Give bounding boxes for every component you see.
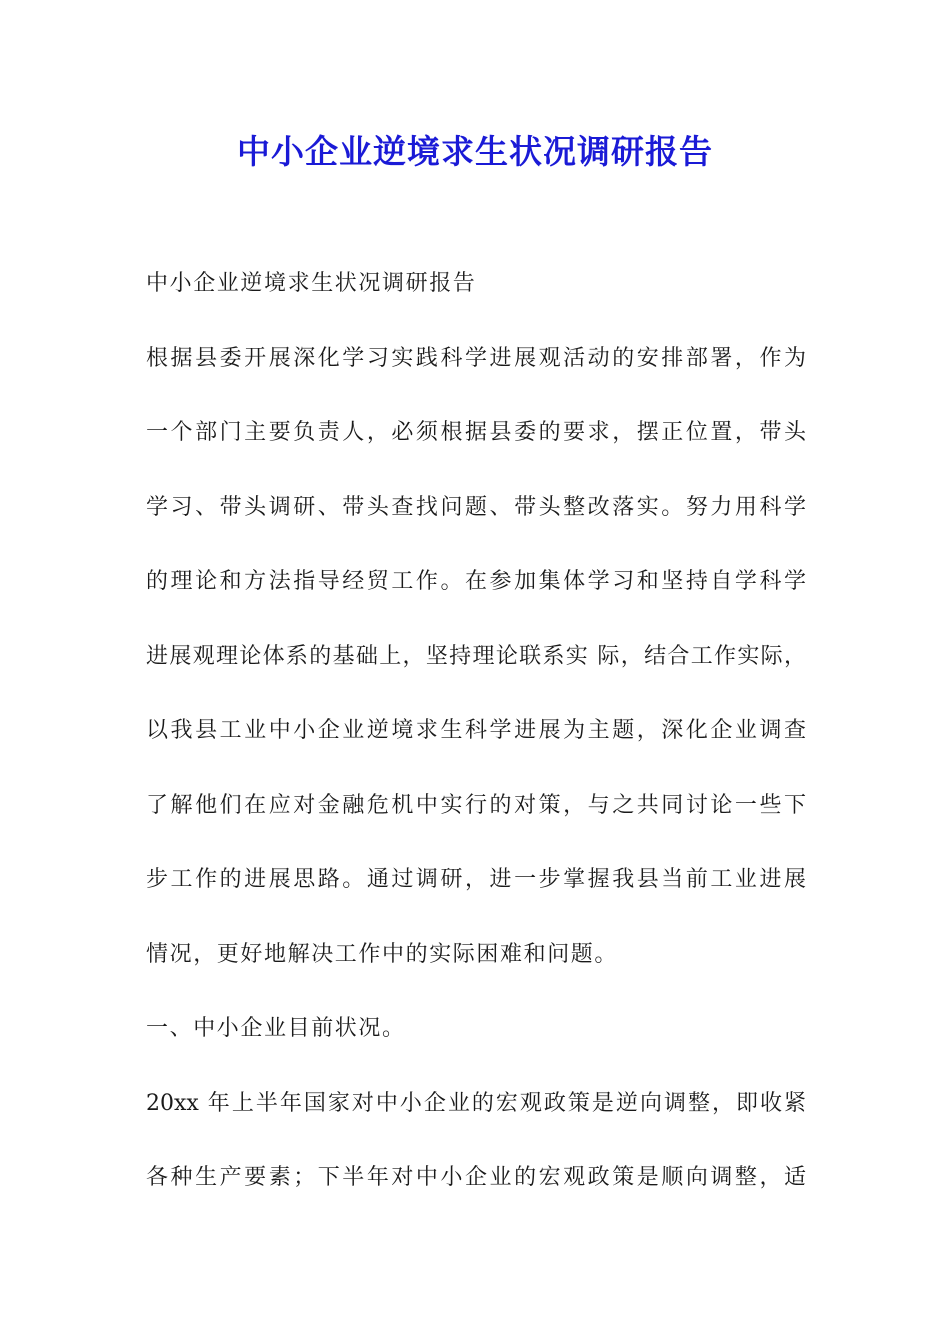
- body-line: 学习、带头调研、带头查找问题、带头整改落实。努力用科学: [146, 494, 806, 520]
- body-line: 一、中小企业目前状况。: [146, 1016, 406, 1041]
- body-line: 以我县工业中小企业逆境求生科学进展为主题，深化企业调查: [146, 718, 806, 743]
- body-line: 20xx 年上半年国家对中小企业的宏观政策是逆向调整，即收紧: [146, 1090, 806, 1116]
- body-line: 步工作的进展思路。通过调研，进一步掌握我县当前工业进展: [146, 867, 806, 892]
- document-title: 中小企业逆境求生状况调研报告: [237, 132, 713, 171]
- body-line: 进展观理论体系的基础上，坚持理论联系实 际，结合工作实际，: [146, 643, 806, 669]
- body-line: 的理论和方法指导经贸工作。在参加集体学习和坚持自学科学: [146, 569, 806, 594]
- body-line: 各种生产要素；下半年对中小企业的宏观政策是顺向调整，适: [146, 1165, 806, 1190]
- body-line: 中小企业逆境求生状况调研报告: [146, 271, 477, 296]
- body-line: 一个部门主要负责人，必须根据县委的要求，摆正位置，带头: [146, 420, 806, 445]
- body-line: 根据县委开展深化学习实践科学进展观活动的安排部署，作为: [146, 345, 806, 371]
- document-body: [146, 262, 806, 1231]
- body-line: 情况，更好地解决工作中的实际困难和问题。: [146, 941, 619, 967]
- body-line: 了解他们在应对金融危机中实行的对策，与之共同讨论一些下: [146, 792, 806, 818]
